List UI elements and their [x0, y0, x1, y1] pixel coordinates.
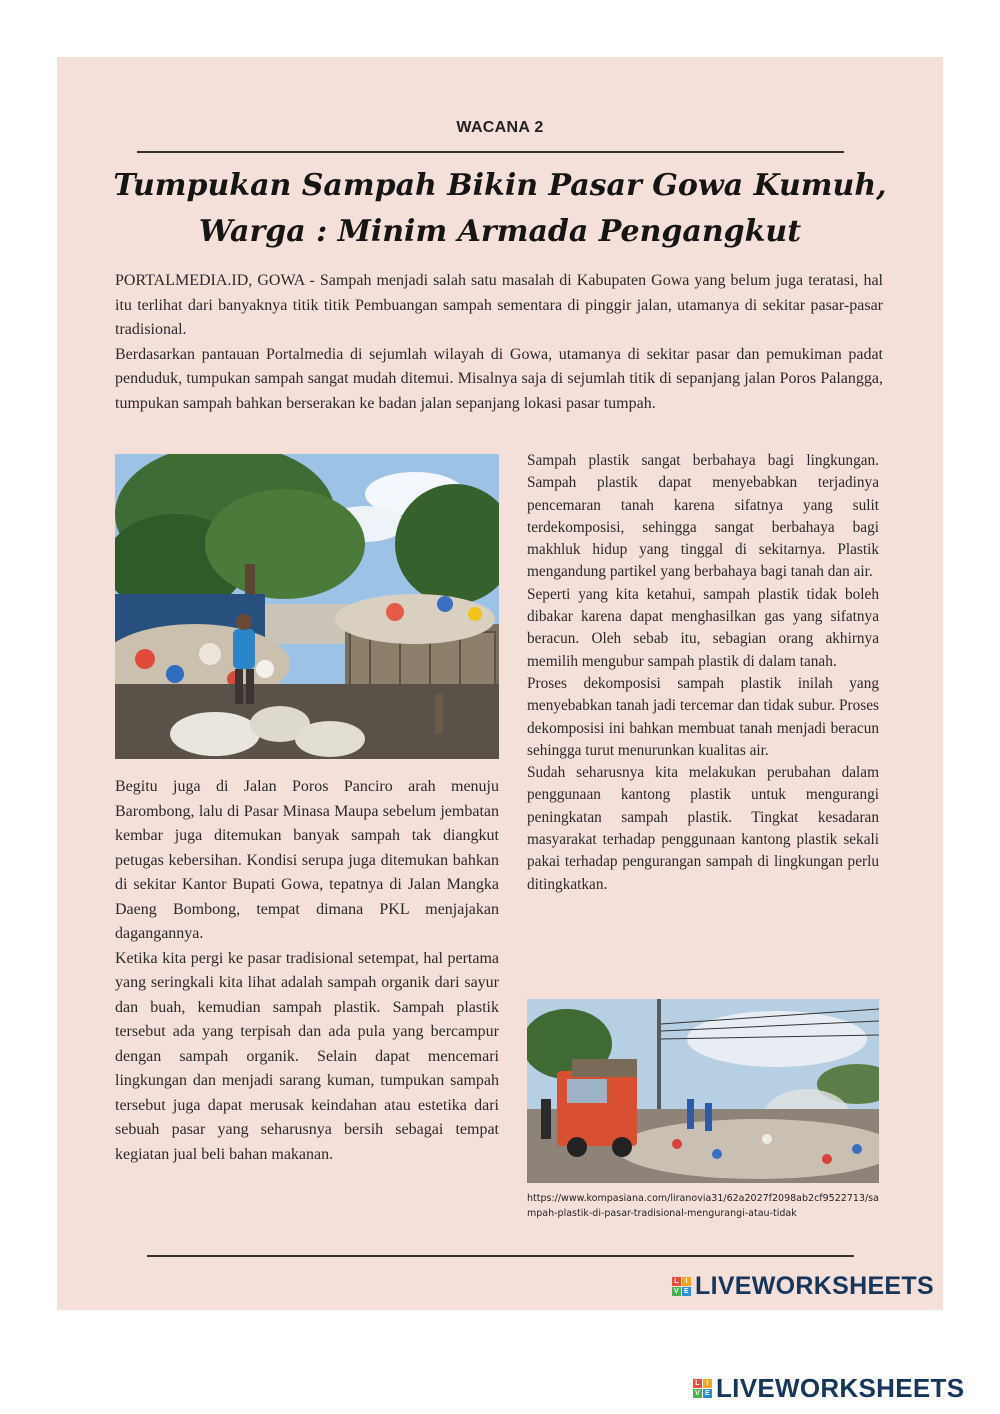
logo-mark-v: V	[672, 1287, 681, 1296]
footer-logo-mark-i: I	[703, 1379, 712, 1388]
intro-paragraph-2: Berdasarkan pantauan Portalmedia di sejumlah wilayah di Gowa, utamanya di sekitar pasar dan pemukiman padat penduduk, tumpukan sampah sangat mudah ditemui. Misalnya saja di sejumlah titik di sepanjang jalan Poros Palangga, tumpukan sampah bahkan berserakan ke badan jalan sepanjang lokasi pasar tumpah.	[115, 345, 883, 412]
intro-paragraph-1: PORTALMEDIA.ID, GOWA - Sampah menjadi salah satu masalah di Kabupaten Gowa yang belum juga teratasi, hal itu terlihat dari banyaknya titik titik Pembuangan sampah sementara di pinggir jalan, utamanya di sekitar pasar-pasar tradisional.	[115, 272, 883, 338]
top-divider	[137, 151, 844, 153]
right-paragraph-1: Sampah plastik sangat berbahaya bagi lingkungan. Sampah plastik dapat menyebabkan terjadinya pencemaran tanah karena sifatnya yang sulit terdekomposisi, sehingga sangat berbahaya bagi makhluk hidup yang tinggal di sekitarnya. Plastik mengandung partikel yang berbahaya bagi tanah dan air.	[527, 452, 879, 581]
right-column-text	[527, 450, 879, 896]
footer-logo-mark-v: V	[693, 1389, 702, 1398]
logo-mark-l: L	[672, 1277, 681, 1286]
footer-logo-text: LIVEWORKSHEETS	[716, 1373, 965, 1403]
liveworksheets-logo	[672, 1272, 934, 1301]
photo-source-link[interactable]: https://www.kompasiana.com/liranovia31/62a2027f2098ab2cf9522713/sampah-plastik-di-pasar-tradisional-mengurangi-atau-tidak	[527, 1193, 879, 1219]
liveworksheets-footer-logo[interactable]	[693, 1373, 964, 1404]
left-paragraph-1: Begitu juga di Jalan Poros Panciro arah menuju Barombong, lalu di Pasar Minasa Maupa sebelum jembatan kembar juga ditemukan banyak sampah tak diangkut petugas kebersihan. Kondisi serupa juga ditemukan bahkan di sekitar Kantor Bupati Gowa, tepatnya di Jalan Mangka Daeng Bombong, tempat dimana PKL menjajakan dagangannya.	[115, 778, 499, 942]
left-column-text	[115, 775, 499, 1167]
intro-text	[115, 269, 883, 416]
footer-logo-mark-l: L	[693, 1379, 702, 1388]
left-paragraph-2: Ketika kita pergi ke pasar tradisional setempat, hal pertama yang seringkali kita lihat adalah sampah organik dari sayur dan buah, kemudian sampah plastik. Sampah plastik tersebut ada yang terpisah dan ada pula yang bercampur dengan sampah organik. Selain dapat mencemari lingkungan dan menjadi sarang kuman, tumpukan sampah tersebut juga dapat merusak keindahan atau estetika dari sebuah pasar yang seharusnya bersih sebagai tempat kegiatan jual beli bahan makanan.	[115, 949, 499, 1163]
market-garbage-photo	[115, 454, 499, 759]
headline-line-1: Tumpukan Sampah Bikin Pasar Gowa Kumuh,	[113, 168, 887, 203]
footer-logo-mark-icon	[693, 1379, 712, 1398]
section-label: WACANA 2	[456, 119, 544, 136]
worksheet-page	[57, 57, 943, 1310]
footer-logo-mark-e: E	[703, 1389, 712, 1398]
article-headline	[97, 163, 903, 255]
logo-mark-i: I	[682, 1277, 691, 1286]
logo-text: LIVEWORKSHEETS	[695, 1272, 934, 1300]
right-paragraph-4: Sudah seharusnya kita melakukan perubahan dalam penggunaan kantong plastik untuk mengurangi peningkatan sampah plastik. Tingkat kesadaran masyarakat terhadap penggunaan kantong plastik sekali pakai terhadap pengurangan sampah di lingkungan perlu ditingkatkan.	[527, 764, 879, 893]
right-paragraph-3: Proses dekomposisi sampah plastik inilah yang menyebabkan tanah jadi tercemar dan tidak subur. Proses dekomposisi ini bahkan membuat tanah menjadi beracun sehingga turut menurunkan kualitas air.	[527, 674, 879, 759]
headline-line-2: Warga : Minim Armada Pengangkut	[198, 214, 802, 249]
bottom-divider	[147, 1255, 854, 1257]
logo-mark-icon	[672, 1277, 691, 1296]
roadside-trash-photo	[527, 999, 879, 1183]
logo-mark-e: E	[682, 1287, 691, 1296]
right-paragraph-2: Seperti yang kita ketahui, sampah plastik tidak boleh dibakar karena dapat menghasilkan gas yang sifatnya beracun. Oleh sebab itu, sebagian orang akhirnya memilih mengubur sampah plastik di dalam tanah.	[527, 585, 879, 670]
